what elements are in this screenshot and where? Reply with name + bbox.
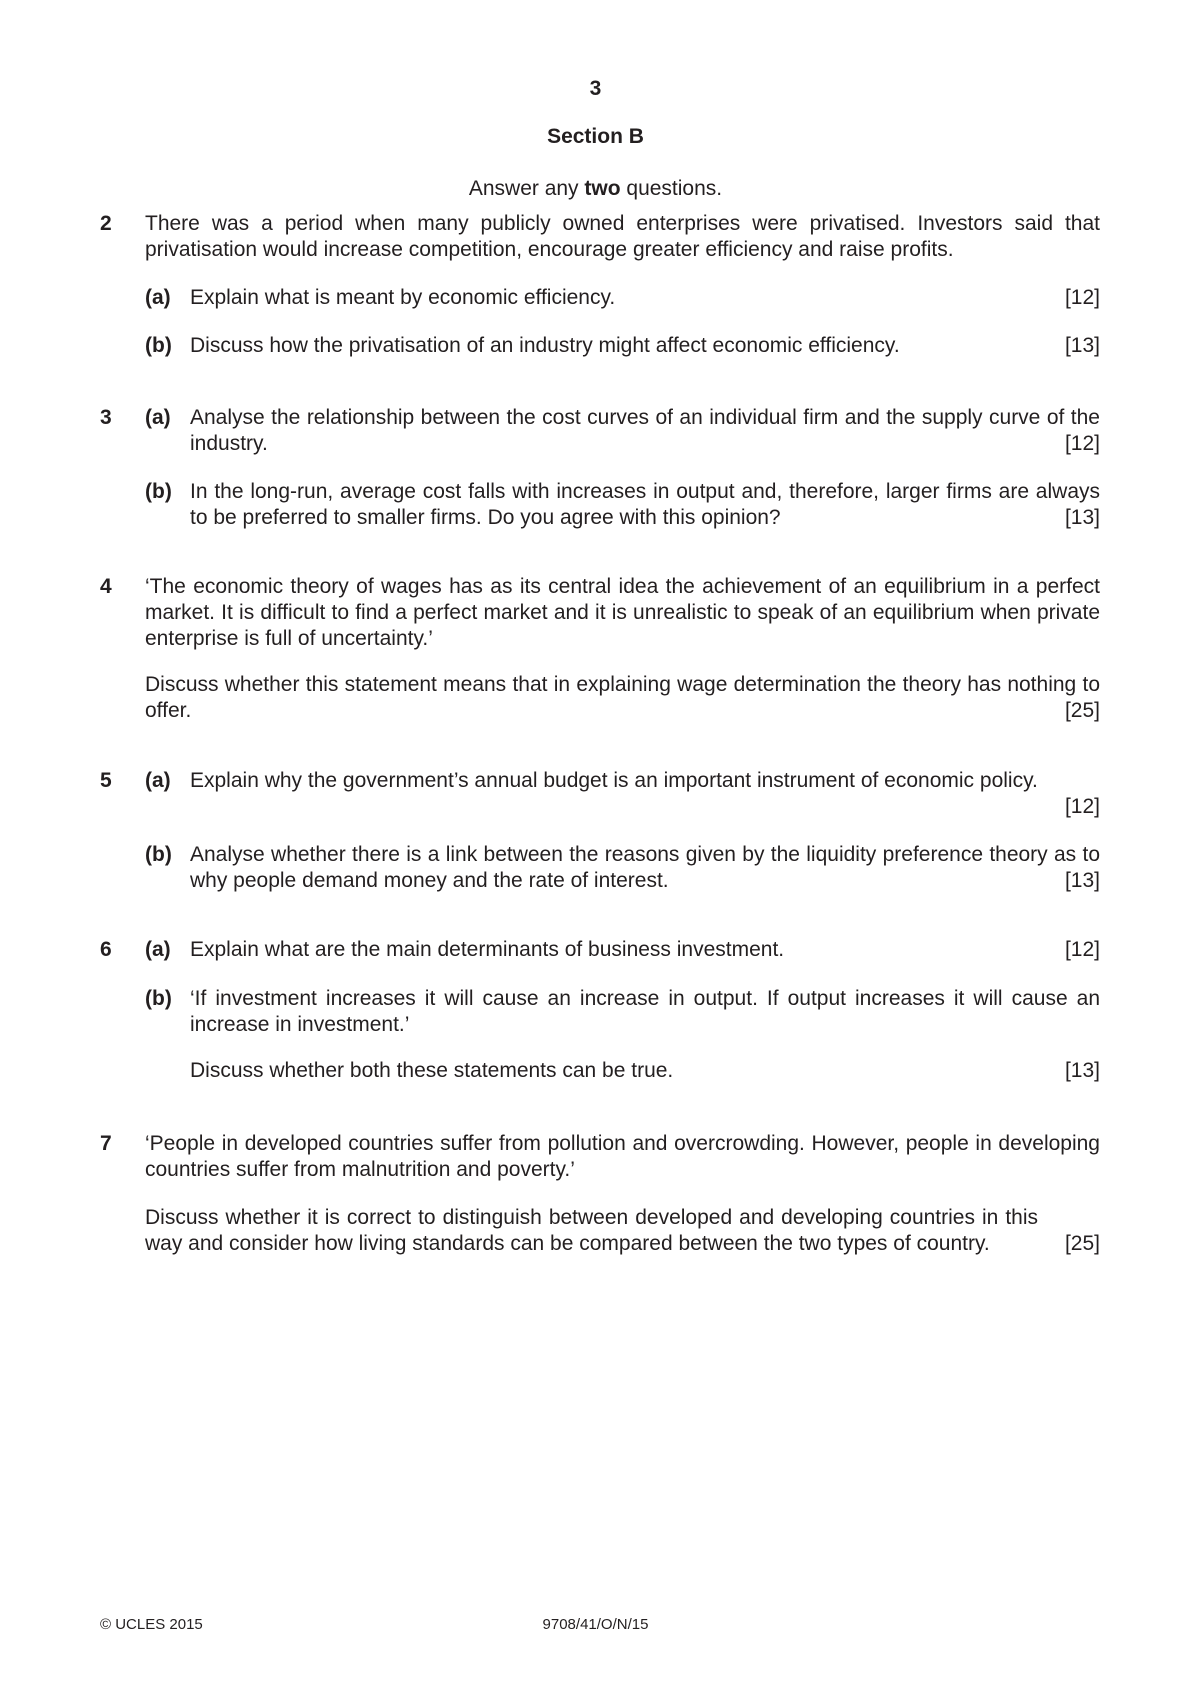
part-label: (b)	[145, 480, 172, 503]
part-text: Explain why the government’s annual budget is an important instrument of economic policy.	[190, 769, 1038, 792]
part-b	[145, 986, 1100, 1038]
part-label: (a)	[145, 938, 171, 961]
mark-allocation: [13]	[1057, 1058, 1100, 1084]
part-text: In the long-run, average cost falls with increases in output and, therefore, larger firms are always to be preferred to smaller firms. Do you agree with this opinion?	[190, 480, 1100, 529]
question-number: 6	[100, 938, 112, 961]
mark-allocation: [12]	[1057, 431, 1100, 457]
part-a	[145, 937, 1100, 963]
part-a	[145, 768, 1100, 820]
part-task: Discuss whether both these statements can be true.	[190, 1059, 674, 1082]
question-number: 5	[100, 769, 112, 792]
footer-code: 9708/41/O/N/15	[542, 1616, 649, 1633]
part-label: (a)	[145, 406, 171, 429]
part-b	[145, 333, 1100, 359]
question-task-block	[145, 672, 1100, 724]
mark-allocation: [25]	[1057, 698, 1100, 724]
part-quote: ‘If investment increases it will cause an increase in output. If output increases it will cause an increase in investment.’	[190, 987, 1100, 1036]
mark-allocation: [12]	[1057, 794, 1100, 820]
mark-allocation: [13]	[1057, 868, 1100, 894]
page-number: 3	[589, 77, 602, 100]
mark-allocation: [12]	[1057, 285, 1100, 311]
part-text: Discuss how the privatisation of an industry might affect economic efficiency.	[190, 334, 900, 357]
part-b	[145, 479, 1100, 531]
part-text: Explain what is meant by economic efficiency.	[190, 286, 616, 309]
instruction	[0, 176, 1191, 202]
part-label: (a)	[145, 286, 171, 309]
part-text: Analyse whether there is a link between the reasons given by the liquidity preference theory as to why people demand money and the rate of interest.	[190, 843, 1100, 892]
part-text: Explain what are the main determinants of business investment.	[190, 938, 785, 961]
mark-allocation: [13]	[1057, 333, 1100, 359]
footer-copyright: © UCLES 2015	[100, 1616, 203, 1633]
part-b	[145, 842, 1100, 894]
mark-allocation: [25]	[1057, 1231, 1100, 1257]
part-a	[145, 405, 1100, 457]
question-number: 4	[100, 575, 112, 598]
part-text: Analyse the relationship between the cost curves of an individual firm and the supply curve of the industry.	[190, 406, 1100, 455]
part-label: (a)	[145, 769, 171, 792]
part-label: (b)	[145, 987, 172, 1010]
part-label: (b)	[145, 334, 172, 357]
question-number: 7	[100, 1132, 112, 1155]
instruction-prefix: Answer any	[468, 177, 585, 200]
question-task: Discuss whether this statement means that in explaining wage determination the theory has nothing to offer.	[145, 673, 1100, 722]
instruction-suffix: questions.	[620, 177, 723, 200]
part-b-task-block	[145, 1058, 1100, 1084]
mark-allocation: [12]	[1057, 937, 1100, 963]
part-label: (b)	[145, 843, 172, 866]
question-task-block	[145, 1205, 1100, 1257]
question-quote: ‘People in developed countries suffer from pollution and overcrowding. However, people in developing countries suffer from malnutrition and poverty.’	[145, 1132, 1100, 1181]
question-number: 2	[100, 212, 112, 235]
mark-allocation: [13]	[1057, 505, 1100, 531]
instruction-bold: two	[584, 177, 621, 200]
part-a	[145, 285, 1100, 311]
section-title: Section B	[547, 125, 644, 148]
question-quote: ‘The economic theory of wages has as its central idea the achievement of an equilibrium in a perfect market. It is difficult to find a perfect market and it is unrealistic to speak of an equilibrium when private enterprise is full of uncertainty.’	[145, 575, 1100, 650]
question-stem: There was a period when many publicly owned enterprises were privatised. Investors said that privatisation would increase competition, encourage greater efficiency and raise profits.	[145, 212, 1100, 261]
question-number: 3	[100, 406, 112, 429]
question-task: Discuss whether it is correct to distinguish between developed and developing countries in this way and consider how living standards can be compared between the two types of country.	[145, 1206, 1038, 1255]
